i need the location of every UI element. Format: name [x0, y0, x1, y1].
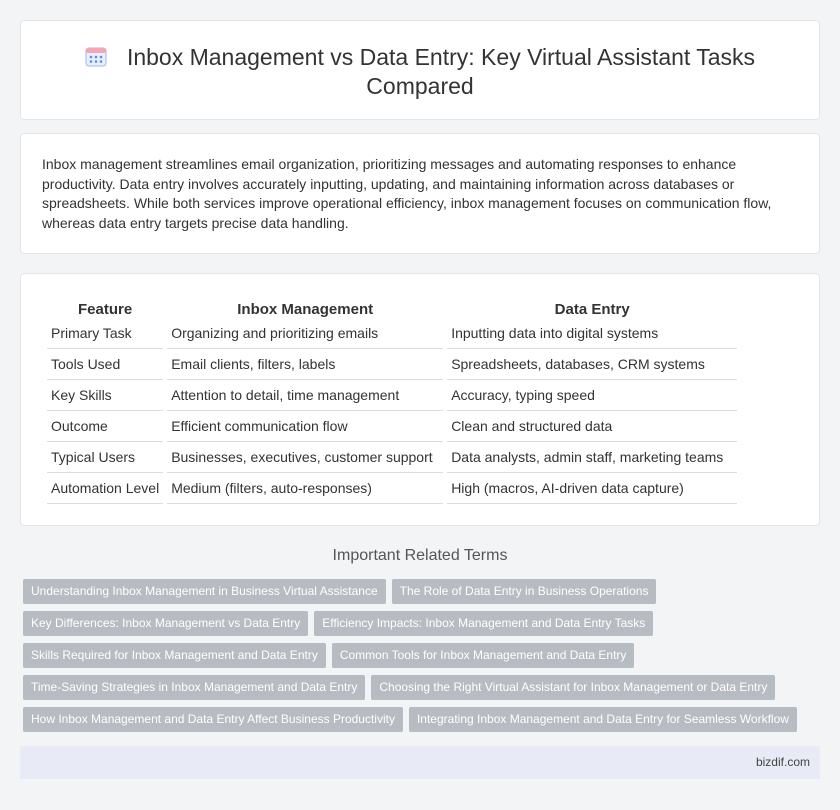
table-cell: Efficient communication flow: [167, 411, 443, 442]
related-term-tag[interactable]: Key Differences: Inbox Management vs Data Entry: [23, 611, 308, 636]
table-cell: Inputting data into digital systems: [447, 318, 737, 349]
related-term-tag[interactable]: How Inbox Management and Data Entry Affect Business Productivity: [23, 707, 403, 732]
table-cell: Accuracy, typing speed: [447, 380, 737, 411]
table-row: [47, 349, 737, 380]
header-card: [20, 20, 820, 120]
table-cell: Outcome: [47, 411, 163, 442]
tag-row: [23, 611, 823, 643]
page-title: Inbox Management vs Data Entry: Key Virtual Assistant Tasks Compared: [126, 44, 756, 99]
page-title-wrap: [61, 43, 779, 101]
table-cell: High (macros, AI-driven data capture): [447, 473, 737, 504]
comparison-card: [20, 273, 820, 526]
calendar-icon: [85, 45, 107, 67]
table-cell: Email clients, filters, labels: [167, 349, 443, 380]
related-term-tag[interactable]: Integrating Inbox Management and Data Entry for Seamless Workflow: [409, 707, 797, 732]
table-cell: Clean and structured data: [447, 411, 737, 442]
table-header-row: [47, 296, 737, 318]
table-cell: Key Skills: [47, 380, 163, 411]
related-term-tag[interactable]: Common Tools for Inbox Management and Data Entry: [332, 643, 635, 668]
table-cell: Data analysts, admin staff, marketing teams: [447, 442, 737, 473]
header-feature: Feature: [78, 301, 133, 318]
intro-paragraph: Inbox management streamlines email organization, prioritizing messages and automating responses to enhance productivity. Data entry involves accurately inputting, updating, and maintaining information across databases or spreadsheets. While both services improve operational efficiency, inbox management focuses on communication flow, whereas data entry targets precise data handling.: [42, 156, 772, 231]
related-term-tag[interactable]: Skills Required for Inbox Management and Data Entry: [23, 643, 326, 668]
table-row: [47, 380, 737, 411]
table-cell: Tools Used: [47, 349, 163, 380]
tag-row: [23, 579, 823, 611]
header-data-entry: Data Entry: [554, 301, 630, 318]
table-cell: Businesses, executives, customer support: [167, 442, 443, 473]
related-term-tag[interactable]: The Role of Data Entry in Business Operations: [392, 579, 657, 604]
table-row: [47, 473, 737, 504]
related-term-tag[interactable]: Choosing the Right Virtual Assistant for Inbox Management or Data Entry: [371, 675, 775, 700]
table-cell: Automation Level: [47, 473, 163, 504]
table-cell: Primary Task: [47, 318, 163, 349]
related-terms-tags: [23, 579, 823, 739]
table-row: [47, 318, 737, 349]
table-row: [47, 411, 737, 442]
table-cell: Attention to detail, time management: [167, 380, 443, 411]
table-cell: Organizing and prioritizing emails: [167, 318, 443, 349]
comparison-table: [43, 296, 741, 504]
table-row: [47, 442, 737, 473]
footer: [20, 746, 820, 779]
related-terms-title: Important Related Terms: [332, 547, 508, 564]
header-inbox-management: Inbox Management: [237, 301, 374, 318]
table-cell: Typical Users: [47, 442, 163, 473]
footer-site-link[interactable]: bizdif.com: [755, 755, 810, 769]
intro-card: [20, 133, 820, 254]
tag-row: [23, 675, 823, 707]
related-term-tag[interactable]: Efficiency Impacts: Inbox Management and Data Entry Tasks: [314, 611, 653, 636]
table-cell: Medium (filters, auto-responses): [167, 473, 443, 504]
tag-row: [23, 643, 823, 675]
tag-row: [23, 707, 823, 739]
related-term-tag[interactable]: Time-Saving Strategies in Inbox Management and Data Entry: [23, 675, 365, 700]
table-cell: Spreadsheets, databases, CRM systems: [447, 349, 737, 380]
related-term-tag[interactable]: Understanding Inbox Management in Business Virtual Assistance: [23, 579, 386, 604]
